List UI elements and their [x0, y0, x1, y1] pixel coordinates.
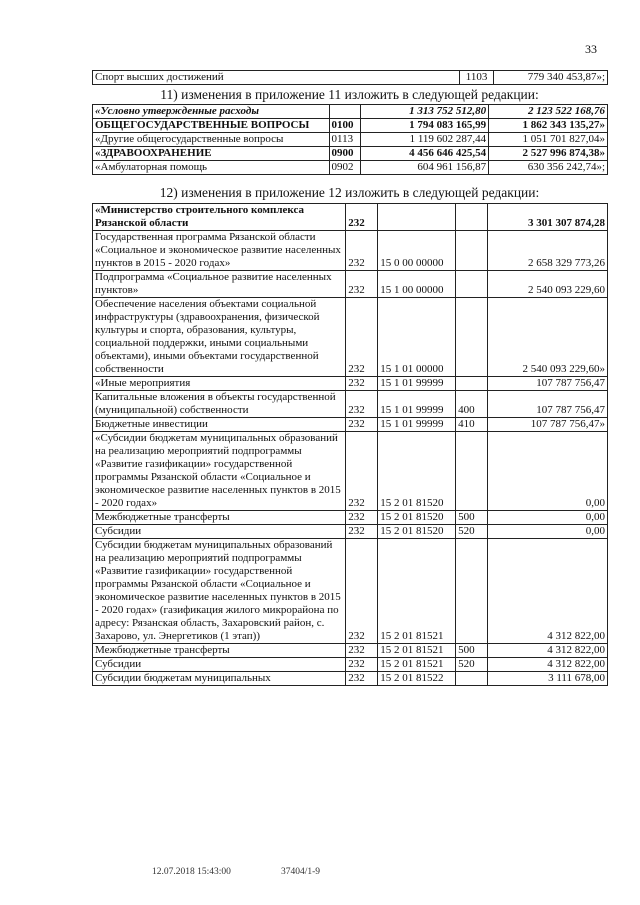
row-vr: 400 [456, 391, 488, 418]
row-gr: 232 [346, 672, 378, 686]
row-gr: 232 [346, 644, 378, 658]
table-row [93, 539, 608, 644]
row-name: Спорт высших достижений [93, 71, 460, 85]
table-row [93, 298, 608, 377]
row-name: «Министерство строительного комплекса Рязанской области [93, 204, 346, 231]
row-vr [456, 377, 488, 391]
table-row [93, 432, 608, 511]
row-code: 0900 [329, 147, 361, 161]
row-sum: 107 787 756,47 [488, 391, 608, 418]
row-cs: 15 1 00 00000 [378, 271, 456, 298]
row-name: ОБЩЕГОСУДАРСТВЕННЫЕ ВОПРОСЫ [93, 119, 330, 133]
row-name: Субсидии [93, 525, 346, 539]
row-name: Обеспечение населения объектами социальной инфраструктуры (здравоохранения, физической культуры и спорта, образования, культуры, социальной поддержки, иными социальными объектами), иными объектами государственной собственности [93, 298, 346, 377]
row-name: «Другие общегосударственные вопросы [93, 133, 330, 147]
row-sum: 4 312 822,00 [488, 644, 608, 658]
row-cs: 15 2 01 81520 [378, 525, 456, 539]
table-row [93, 271, 608, 298]
row-name: Субсидии бюджетам муниципальных образований на реализацию мероприятий подпрограммы «Развитие газификации» государственной программы Рязанской области «Социальное и экономическое развитие населенных пунктов в 2015 - 2020 годах» (газификация жилого микрорайона по адресу: Рязанская область, Захаровский район, с. Захарово, ул. Энергетиков (1 этап)) [93, 539, 346, 644]
row-cs: 15 1 01 99999 [378, 418, 456, 432]
row-value-2018: 1 794 083 165,99 [361, 119, 489, 133]
row-name: «Субсидии бюджетам муниципальных образований на реализацию мероприятий подпрограммы «Развитие газификации» государственной программы Рязанской области «Социальное и экономическое развитие населенных пунктов в 2015 - 2020 годах» [93, 432, 346, 511]
section-heading-11: 11) изменения в приложение 11 изложить в следующей редакции: [160, 87, 539, 102]
row-code [329, 105, 361, 119]
table-row [93, 133, 608, 147]
row-vr [456, 672, 488, 686]
row-gr: 232 [346, 539, 378, 644]
table-row [93, 119, 608, 133]
table-continuation [92, 70, 608, 85]
table-row [93, 231, 608, 271]
row-name: Субсидии [93, 658, 346, 672]
table-row [93, 105, 608, 119]
table-row [93, 511, 608, 525]
row-sum: 3 111 678,00 [488, 672, 608, 686]
row-cs: 15 0 00 00000 [378, 231, 456, 271]
row-cs: 15 2 01 81520 [378, 432, 456, 511]
row-vr [456, 271, 488, 298]
row-cs: 15 2 01 81521 [378, 644, 456, 658]
row-vr [456, 432, 488, 511]
row-gr: 232 [346, 391, 378, 418]
table-row [93, 658, 608, 672]
row-value: 779 340 453,87»; [494, 71, 608, 85]
row-gr: 232 [346, 511, 378, 525]
row-vr [456, 539, 488, 644]
row-name: «Иные мероприятия [93, 377, 346, 391]
row-gr: 232 [346, 298, 378, 377]
row-sum: 2 658 329 773,26 [488, 231, 608, 271]
row-gr: 232 [346, 204, 378, 231]
row-cs: 15 2 01 81520 [378, 511, 456, 525]
row-cs: 15 1 01 99999 [378, 377, 456, 391]
row-gr: 232 [346, 418, 378, 432]
row-cs: 15 1 01 99999 [378, 391, 456, 418]
row-value-2019: 1 862 343 135,27» [489, 119, 608, 133]
row-gr: 232 [346, 525, 378, 539]
table-row [93, 377, 608, 391]
row-sum: 3 301 307 874,28 [488, 204, 608, 231]
row-value-2019: 2 527 996 874,38» [489, 147, 608, 161]
row-vr: 520 [456, 658, 488, 672]
row-vr [456, 204, 488, 231]
table-row [93, 147, 608, 161]
row-vr: 500 [456, 511, 488, 525]
row-name: Межбюджетные трансферты [93, 511, 346, 525]
row-sum: 0,00 [488, 511, 608, 525]
row-vr: 500 [456, 644, 488, 658]
row-value-2018: 4 456 646 425,54 [361, 147, 489, 161]
row-cs: 15 1 01 00000 [378, 298, 456, 377]
table-row [93, 161, 608, 175]
row-cs: 15 2 01 81521 [378, 539, 456, 644]
row-sum: 0,00 [488, 525, 608, 539]
row-code: 0100 [329, 119, 361, 133]
footer-datetime: 12.07.2018 15:43:00 [152, 867, 231, 877]
row-value-2019: 630 356 242,74»; [489, 161, 608, 175]
row-sum: 4 312 822,00 [488, 658, 608, 672]
row-cs: 15 2 01 81522 [378, 672, 456, 686]
row-sum: 2 540 093 229,60 [488, 271, 608, 298]
row-gr: 232 [346, 432, 378, 511]
row-value-2018: 604 961 156,87 [361, 161, 489, 175]
row-gr: 232 [346, 658, 378, 672]
row-sum: 107 787 756,47 [488, 377, 608, 391]
row-name: Капитальные вложения в объекты государственной (муниципальной) собственности [93, 391, 346, 418]
row-sum: 2 540 093 229,60» [488, 298, 608, 377]
row-value-2019: 2 123 522 168,76 [489, 105, 608, 119]
row-name: Государственная программа Рязанской области «Социальное и экономическое развитие населенных пунктов в 2015 - 2020 годах» [93, 231, 346, 271]
row-sum: 0,00 [488, 432, 608, 511]
table-row [93, 525, 608, 539]
table-appendix-12 [92, 203, 608, 686]
table-appendix-11 [92, 104, 608, 175]
row-name: Субсидии бюджетам муниципальных [93, 672, 346, 686]
row-code: 1103 [460, 71, 494, 85]
table-row [93, 644, 608, 658]
row-sum: 4 312 822,00 [488, 539, 608, 644]
table-row [93, 71, 608, 85]
row-code: 0902 [329, 161, 361, 175]
table-row [93, 204, 608, 231]
row-vr: 520 [456, 525, 488, 539]
section-heading-12: 12) изменения в приложение 12 изложить в следующей редакции: [159, 185, 540, 200]
row-vr [456, 298, 488, 377]
table-row [93, 672, 608, 686]
row-sum: 107 787 756,47» [488, 418, 608, 432]
row-name: «ЗДРАВООХРАНЕНИЕ [93, 147, 330, 161]
row-code: 0113 [329, 133, 361, 147]
row-gr: 232 [346, 271, 378, 298]
row-gr: 232 [346, 231, 378, 271]
row-name: Подпрограмма «Социальное развитие населенных пунктов» [93, 271, 346, 298]
table-row [93, 418, 608, 432]
row-name: «Условно утвержденные расходы [93, 105, 330, 119]
row-value-2018: 1 119 602 287,44 [361, 133, 489, 147]
page-number: 33 [585, 42, 597, 56]
row-vr: 410 [456, 418, 488, 432]
row-name: Межбюджетные трансферты [93, 644, 346, 658]
row-name: Бюджетные инвестиции [93, 418, 346, 432]
row-cs [378, 204, 456, 231]
row-value-2019: 1 051 701 827,04» [489, 133, 608, 147]
table-row [93, 391, 608, 418]
row-cs: 15 2 01 81521 [378, 658, 456, 672]
row-vr [456, 231, 488, 271]
footer-doc-id: 37404/1-9 [281, 867, 321, 877]
row-gr: 232 [346, 377, 378, 391]
row-value-2018: 1 313 752 512,80 [361, 105, 489, 119]
row-name: «Амбулаторная помощь [93, 161, 330, 175]
